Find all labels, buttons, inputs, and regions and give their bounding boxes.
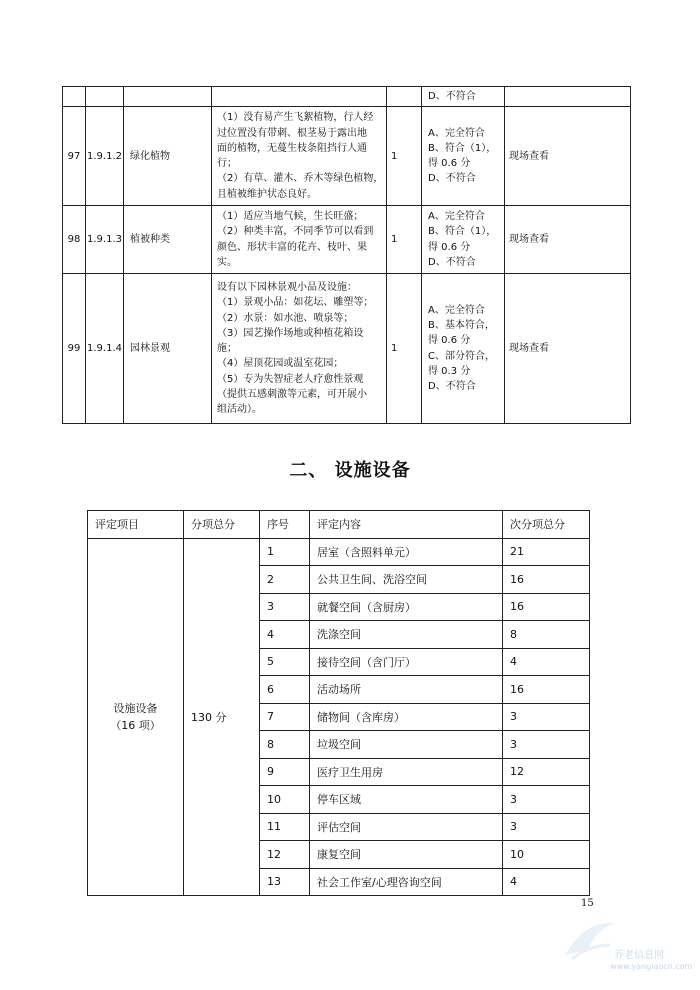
content-line: 过位置没有带刺、根茎易于露出地 bbox=[217, 127, 367, 139]
header-cell: 序号 bbox=[260, 511, 310, 539]
content-line: 行； bbox=[217, 158, 237, 170]
sub-score: 16 bbox=[503, 676, 590, 704]
section-heading: 二、 设施设备 bbox=[289, 460, 411, 481]
option-line: B、符合（1）， bbox=[428, 226, 497, 238]
assessment-table bbox=[62, 86, 631, 424]
check-method: 现场查看 bbox=[505, 206, 631, 274]
sub-score: 3 bbox=[503, 731, 590, 759]
content-line: 实。 bbox=[217, 256, 237, 268]
option-line: 得 0.3 分 bbox=[428, 366, 471, 378]
assessment-content: 医疗卫生用房 bbox=[310, 758, 503, 786]
option-line: 得 0.6 分 bbox=[428, 158, 471, 170]
watermark-text: 养老信息网 bbox=[614, 950, 664, 961]
option-line: D、不符合 bbox=[428, 381, 476, 393]
item-code: 1.9.1.3 bbox=[86, 206, 124, 274]
seq-number: 3 bbox=[260, 593, 310, 621]
content-line: （1）没有易产生飞絮植物，行人经 bbox=[217, 112, 374, 124]
seq-number: 5 bbox=[260, 648, 310, 676]
option-line: 得 0.6 分 bbox=[428, 335, 471, 347]
content-line: 颜色、形状丰富的花卉、枝叶、果 bbox=[217, 241, 367, 253]
table-row bbox=[63, 107, 631, 206]
option-line: B、基本符合， bbox=[428, 320, 495, 332]
content-line: （2）水景：如水池、喷泉等； bbox=[217, 312, 354, 324]
header-cell: 评定内容 bbox=[310, 511, 503, 539]
item-name: 园林景观 bbox=[124, 274, 212, 424]
category-cell bbox=[88, 538, 184, 896]
watermark-url: www.yanglaocn.com bbox=[610, 962, 693, 971]
requirement-content bbox=[212, 274, 387, 424]
table-row bbox=[63, 274, 631, 424]
sub-score: 3 bbox=[503, 786, 590, 814]
scoring-options bbox=[422, 206, 505, 274]
seq-number: 1 bbox=[260, 538, 310, 566]
sub-score: 3 bbox=[503, 703, 590, 731]
sub-score: 10 bbox=[503, 841, 590, 869]
assessment-content: 垃圾空间 bbox=[310, 731, 503, 759]
check-method: 现场查看 bbox=[505, 274, 631, 424]
content-line: 且植被维护状态良好。 bbox=[217, 188, 317, 200]
assessment-content: 评估空间 bbox=[310, 813, 503, 841]
option-line: B、符合（1）， bbox=[428, 142, 497, 154]
item-score: 1 bbox=[387, 274, 422, 424]
option-line: 得 0.6 分 bbox=[428, 241, 471, 253]
seq-number: 9 bbox=[260, 758, 310, 786]
sub-score: 8 bbox=[503, 621, 590, 649]
seq-number: 2 bbox=[260, 566, 310, 594]
facility-summary-table bbox=[87, 510, 590, 896]
scoring-options bbox=[422, 107, 505, 206]
header-cell: 评定项目 bbox=[88, 511, 184, 539]
content-line: （3）园艺操作场地或种植花箱设 bbox=[217, 327, 364, 339]
option-line: C、部分符合， bbox=[428, 350, 495, 362]
seq-number: 12 bbox=[260, 841, 310, 869]
category-label: （16 项） bbox=[110, 718, 161, 732]
seq-number: 6 bbox=[260, 676, 310, 704]
watermark-logo-icon bbox=[560, 915, 620, 965]
option-line: D、不符合 bbox=[428, 173, 476, 185]
row-number: 97 bbox=[63, 107, 86, 206]
option-line: D、不符合 bbox=[428, 91, 476, 102]
content-line: 面的植物，无蔓生枝条阻挡行人通 bbox=[217, 142, 367, 154]
content-line: （1）适应当地气候，生长旺盛； bbox=[217, 211, 364, 223]
assessment-content: 就餐空间（含厨房） bbox=[310, 593, 503, 621]
seq-number: 11 bbox=[260, 813, 310, 841]
content-line: （1）景观小品：如花坛、雕塑等； bbox=[217, 297, 374, 309]
requirement-content bbox=[212, 206, 387, 274]
assessment-content: 洗涤空间 bbox=[310, 621, 503, 649]
content-line: 施； bbox=[217, 343, 237, 355]
seq-number: 7 bbox=[260, 703, 310, 731]
requirement-content bbox=[212, 107, 387, 206]
content-line: （5）专为失智症老人疗愈性景观 bbox=[217, 373, 364, 385]
content-line: （2）种类丰富，不同季节可以看到 bbox=[217, 226, 374, 238]
item-name: 植被种类 bbox=[124, 206, 212, 274]
header-cell: 分项总分 bbox=[184, 511, 260, 539]
category-label: 设施设备 bbox=[113, 701, 158, 715]
content-line: 设有以下园林景观小品及设施： bbox=[217, 281, 357, 293]
assessment-content: 停车区域 bbox=[310, 786, 503, 814]
content-line: 组活动）。 bbox=[217, 404, 262, 416]
item-code: 1.9.1.2 bbox=[86, 107, 124, 206]
partial-row bbox=[63, 87, 631, 107]
content-line: （4）屋顶花园或温室花园； bbox=[217, 358, 344, 370]
sub-score: 3 bbox=[503, 813, 590, 841]
row-number: 99 bbox=[63, 274, 86, 424]
table-row bbox=[88, 538, 590, 566]
sub-score: 12 bbox=[503, 758, 590, 786]
summary-header-row bbox=[88, 511, 590, 539]
assessment-content: 公共卫生间、洗浴空间 bbox=[310, 566, 503, 594]
assessment-content: 接待空间（含门厅） bbox=[310, 648, 503, 676]
row-number: 98 bbox=[63, 206, 86, 274]
assessment-content: 社会工作室/心理咨询空间 bbox=[310, 868, 503, 896]
seq-number: 8 bbox=[260, 731, 310, 759]
seq-number: 13 bbox=[260, 868, 310, 896]
sub-score: 4 bbox=[503, 648, 590, 676]
assessment-content: 储物间（含库房） bbox=[310, 703, 503, 731]
page-number: 15 bbox=[581, 898, 594, 909]
table-row bbox=[63, 206, 631, 274]
scoring-options bbox=[422, 274, 505, 424]
item-code: 1.9.1.4 bbox=[86, 274, 124, 424]
content-line: （提供五感刺激等元素，可开展小 bbox=[217, 389, 367, 400]
item-score: 1 bbox=[387, 107, 422, 206]
check-method: 现场查看 bbox=[505, 107, 631, 206]
category-total: 130 分 bbox=[184, 538, 260, 896]
assessment-content: 居室（含照料单元） bbox=[310, 538, 503, 566]
seq-number: 10 bbox=[260, 786, 310, 814]
seq-number: 4 bbox=[260, 621, 310, 649]
assessment-content: 康复空间 bbox=[310, 841, 503, 869]
sub-score: 16 bbox=[503, 566, 590, 594]
item-name: 绿化植物 bbox=[124, 107, 212, 206]
item-score: 1 bbox=[387, 206, 422, 274]
option-line: A、完全符合 bbox=[428, 127, 485, 139]
sub-score: 16 bbox=[503, 593, 590, 621]
option-line: A、完全符合 bbox=[428, 211, 485, 223]
option-line: A、完全符合 bbox=[428, 304, 485, 316]
header-cell: 次分项总分 bbox=[503, 511, 590, 539]
assessment-content: 活动场所 bbox=[310, 676, 503, 704]
sub-score: 21 bbox=[503, 538, 590, 566]
option-line: D、不符合 bbox=[428, 256, 476, 268]
content-line: （2）有草、灌木、乔木等绿色植物， bbox=[217, 173, 384, 185]
sub-score: 4 bbox=[503, 868, 590, 896]
